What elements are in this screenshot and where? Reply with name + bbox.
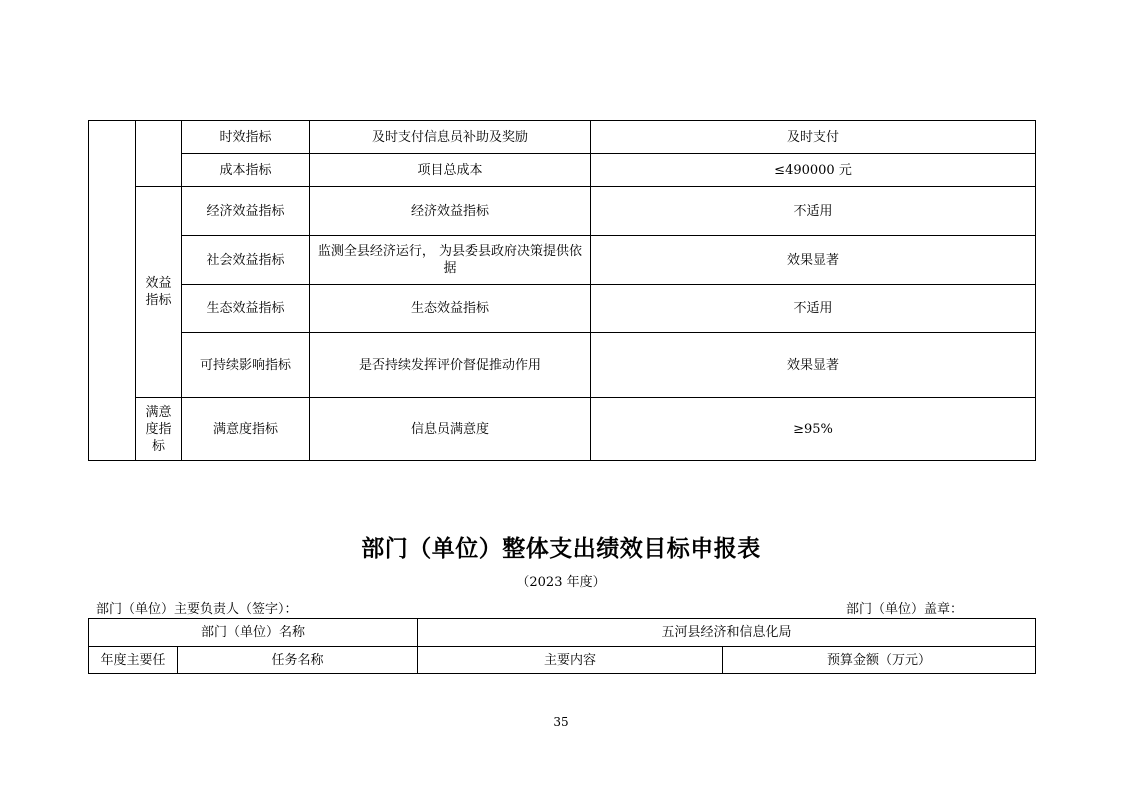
unit-name-label: 部门（单位）名称 [89, 619, 418, 647]
indicator-value: 不适用 [591, 187, 1036, 236]
first-level-indicator-cell [89, 121, 136, 461]
indicator-content: 经济效益指标 [310, 187, 591, 236]
indicator-name: 经济效益指标 [182, 187, 310, 236]
indicator-name: 社会效益指标 [182, 236, 310, 285]
column-header-budget: 预算金额（万元） [723, 647, 1036, 674]
indicator-content: 项目总成本 [310, 154, 591, 187]
unit-name-value: 五河县经济和信息化局 [418, 619, 1036, 647]
column-header-annual-task: 年度主要任 [89, 647, 178, 674]
table-row [89, 236, 1036, 285]
table-row [89, 154, 1036, 187]
indicator-value: ≤490000 元 [591, 154, 1036, 187]
table-row [89, 619, 1036, 647]
column-header-task-name: 任务名称 [178, 647, 418, 674]
indicator-name: 可持续影响指标 [182, 333, 310, 398]
indicator-content: 生态效益指标 [310, 285, 591, 333]
table-row [89, 121, 1036, 154]
indicator-content: 及时支付信息员补助及奖励 [310, 121, 591, 154]
indicator-name: 生态效益指标 [182, 285, 310, 333]
form-year: （2023 年度） [516, 575, 606, 590]
overall-expenditure-table [88, 618, 1036, 674]
table-row [89, 187, 1036, 236]
indicator-value: 及时支付 [591, 121, 1036, 154]
seal-label: 部门（单位）盖章： [846, 602, 964, 617]
form-title: 部门（单位）整体支出绩效目标申报表 [361, 536, 761, 562]
indicator-value: 不适用 [591, 285, 1036, 333]
indicator-content: 监测全县经济运行， 为县委县政府决策提供依据 [310, 236, 591, 285]
indicator-value: 效果显著 [591, 333, 1036, 398]
indicator-content: 信息员满意度 [310, 398, 591, 461]
performance-indicator-table [88, 120, 1036, 461]
satisfaction-indicator-group: 满意 度指 标 [136, 398, 182, 461]
indicator-value: 效果显著 [591, 236, 1036, 285]
column-header-main-content: 主要内容 [418, 647, 723, 674]
indicator-value: ≥95% [591, 398, 1036, 461]
benefit-indicator-group: 效益 指标 [136, 187, 182, 398]
table-row [89, 333, 1036, 398]
responsible-signature-label: 部门（单位）主要负责人（签字）： [96, 602, 298, 617]
indicator-name: 成本指标 [182, 154, 310, 187]
indicator-name: 时效指标 [182, 121, 310, 154]
table-row [89, 285, 1036, 333]
indicator-name: 满意度指标 [182, 398, 310, 461]
page-number: 35 [553, 715, 569, 729]
indicator-content: 是否持续发挥评价督促推动作用 [310, 333, 591, 398]
table-row [89, 647, 1036, 674]
second-level-indicator-cell [136, 121, 182, 187]
table-row [89, 398, 1036, 461]
